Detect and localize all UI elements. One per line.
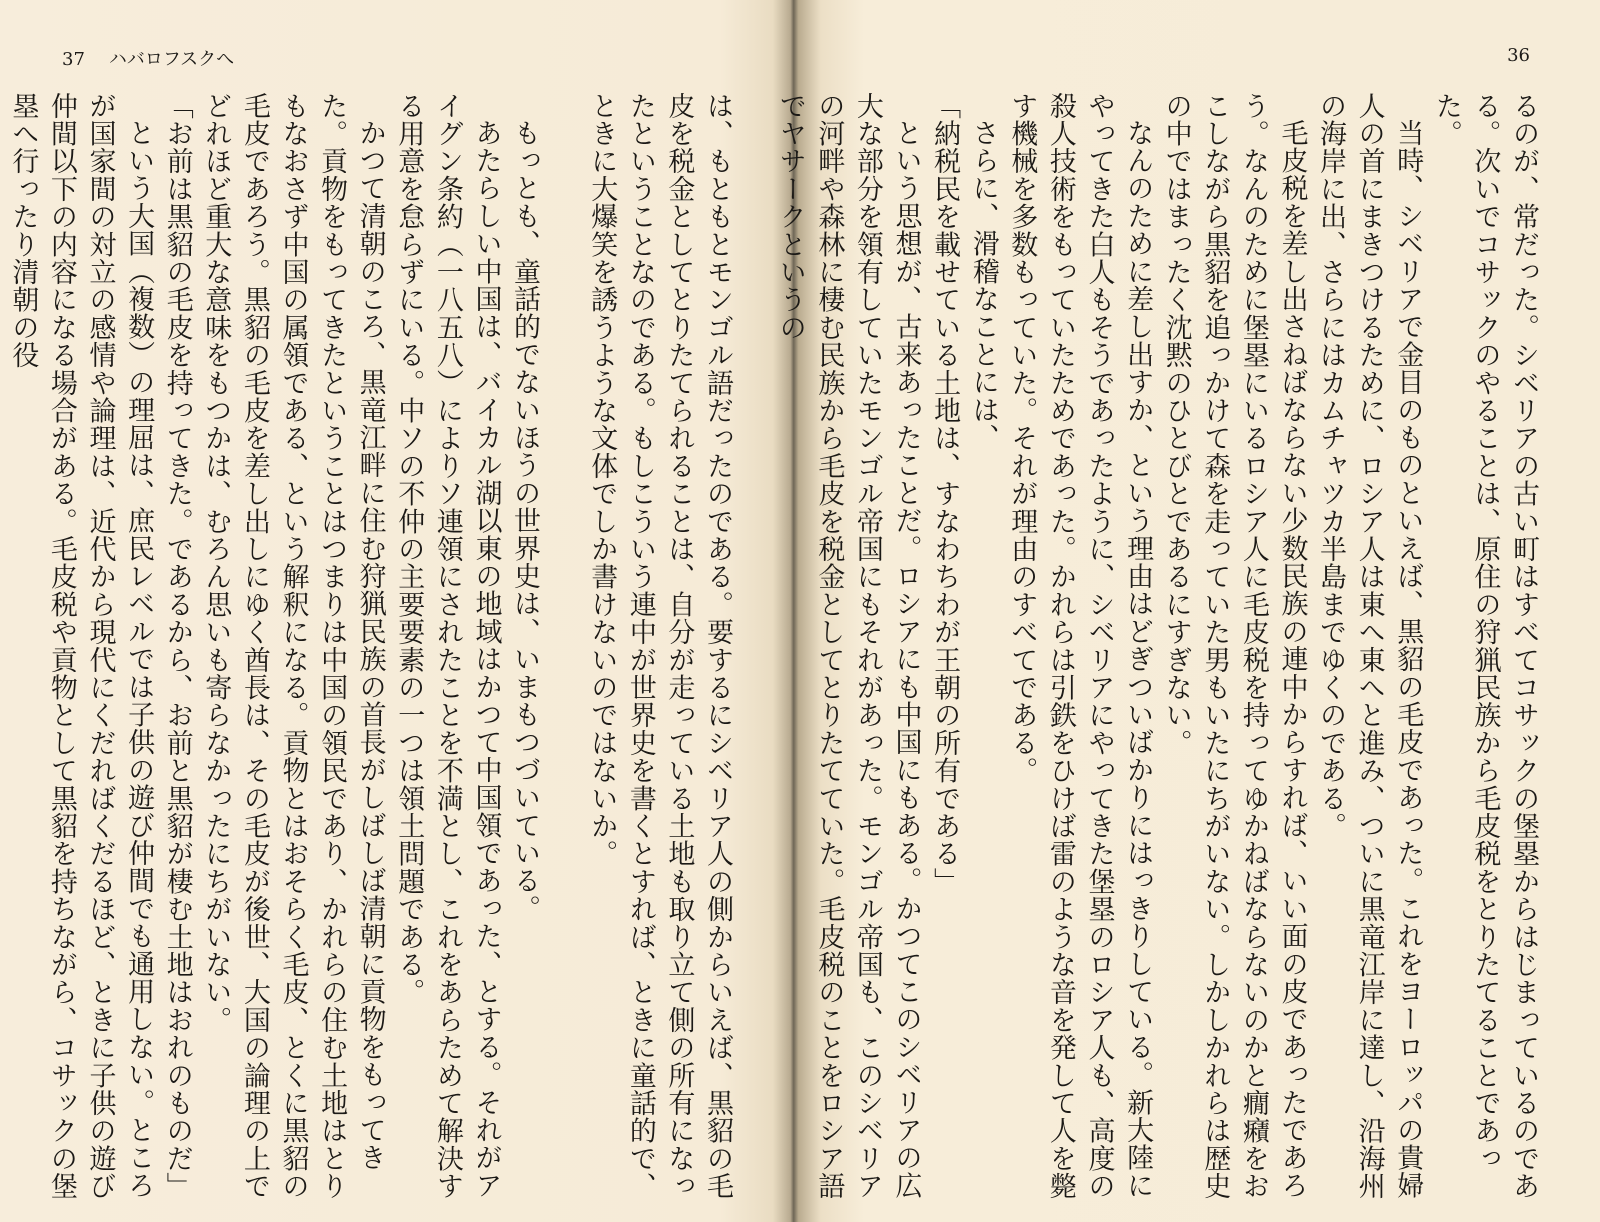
paragraph: あたらしい中国は、バイカル湖以東の地域はかつて中国領であった、とする。それがアイグン条約（一八五八）によりソ連領にされたことを不満とし、これをあらためて解決する用意を怠らずにいる。中ソの不仲の主要要素の一つは領土問題である。 [393, 92, 502, 1200]
right-page-number: 36 [1507, 45, 1530, 66]
quote-paragraph: 「お前は黒貂の毛皮を持ってきた。であるから、お前と黒貂が棲む土地はおれのものだ」 [161, 92, 193, 1200]
paragraph: 当時、シベリアで金目のものといえば、黒貂の毛皮であった。これをヨーロッパの貴婦人の首にまきつけるために、ロシア人は東へ東へと進み、ついに黒竜江岸に達し、沿海州の海岸に出、さらにはカムチャツカ半島までゆくのである。 [1315, 92, 1424, 1200]
paragraph: るのが、常だった。シベリアの古い町はすべてコサックの堡塁からはじまっているのである。次いでコサックのやることは、原住の狩猟民族から毛皮税をとりたてることであった。 [1430, 92, 1539, 1200]
running-title: ハバロフスクへ [108, 49, 235, 70]
paragraph: は、もともとモンゴル語だったのである。要するにシベリア人の側からいえば、黒貂の毛皮を税金としてとりたてられることは、自分が走っている土地も取り立て側の所有になったということなのである。もしこういう連中が世界史を書くとすれば、ときに童話的で、ときに大爆笑を誘うような文体でしか書けないのではないか。 [586, 92, 733, 1200]
paragraph: 毛皮税を差し出さねばならない少数民族の連中からすれば、いい面の皮であったであろう。なんのために堡塁にいるロシア人に毛皮税を持ってゆかねばならないのかと癇癪をおこしながら黒貂を追っかけて森を走っていた男もいたにちがいない。しかしかれらは歴史の中ではまったく沈黙のひとびとであるにすぎない。 [1160, 92, 1308, 1200]
quote-paragraph: 「納税民を載せている土地は、すなわちわが王朝の所有である」 [929, 92, 961, 896]
left-page-body [7, 92, 736, 1202]
left-page [0, 0, 790, 1222]
right-page [774, 0, 1600, 1222]
left-running-header [62, 45, 234, 71]
paragraph: かつて清朝のころ、黒竜江畔に住む狩猟民族の首長がしばしば清朝に貢物をもってきた。貢物をもってきたということはつまりは中国の領民であり、かれらの住む土地はとりもなおさず中国の属領である、という解釈になる。貢物とはおそらく毛皮、とくに黒貂の毛皮であろう。黒貂の毛皮を差し出しにゆく酋長は、その毛皮が後世、大国の論理の上でどれほど重大な意味をもつかは、むろん思いも寄らなかったにちがいない。 [200, 92, 386, 1200]
paragraph: もっとも、童話的でないほうの世界史は、いまもつづいている。 [509, 119, 541, 923]
left-page-number: 37 [62, 49, 85, 70]
paragraph: なんのために差し出すか、という理由はどぎついばかりにはっきりしている。新大陸にやってきた白人もそうであったように、シベリアにやってきた堡塁のロシア人も、高度の殺人技術をもっていたためであった。かれらは引鉄をひけば雷のような音を発して人を斃す機械を多数もっていた。それが理由のすべてである。 [1006, 92, 1154, 1200]
paragraph: という大国（複数）の理屈は、庶民レベルでは子供の遊び仲間でも通用しない。ところが国家間の対立の感情や論理は、近代から現代にくだればくだるほど、ときに子供の遊び仲間以下の内容になる場合がある。毛皮税や貢物として黒貂を持ちながら、コサックの堡塁へ行ったり清朝の役 [7, 92, 155, 1200]
paragraph: さらに、滑稽なことには、 [967, 119, 999, 452]
paragraph: という思想が、古来あったことだ。ロシアにも中国にもある。かつてこのシベリアの広大な部分を領有していたモンゴル帝国にもそれがあった。モンゴル帝国も、このシベリアの河畔や森林に棲む民族から毛皮を税金としてとりたてていた。毛皮税のことをロシア語でヤサークというの [774, 92, 922, 1200]
right-page-body [774, 92, 1542, 1202]
